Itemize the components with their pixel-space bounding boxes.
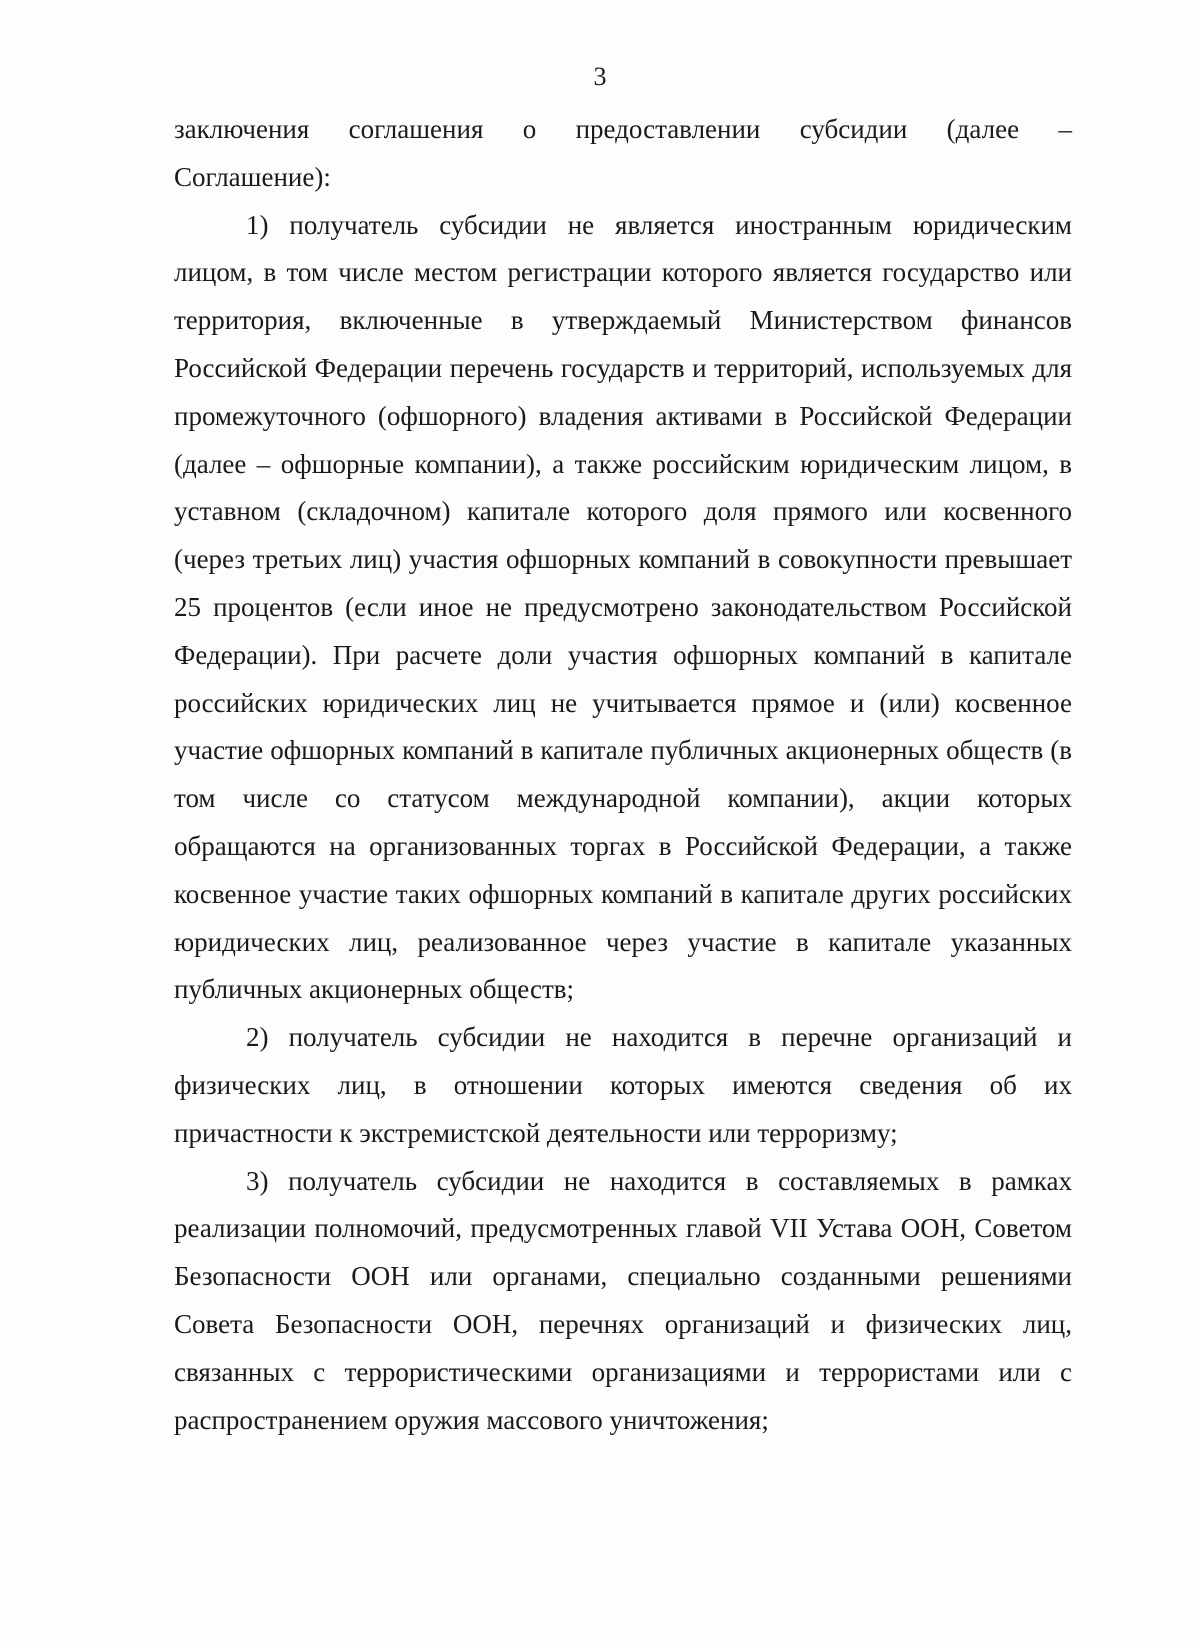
intro-word: – (1058, 114, 1072, 144)
intro-word: о (522, 114, 537, 144)
paragraph-item-2: 2) получатель субсидии не находится в перечне организаций и физических лиц, в отношении которых имеются сведения об их причастности к экстремистской деятельности или терроризму; (174, 1022, 1072, 1148)
paragraph-item-1: 1) получатель субсидии не является иностранным юридическим лицом, в том числе местом регистрации которого является государство или территория, включенные в утверждаемый Министерством финансов Российской Федерации перечень государств и территорий, используемых для промежуточного (офшорного) владения активами в Российской Федерации (далее – офшорные компании), а также российским юридическим лицом, в уставном (складочном) капитале которого доля прямого или косвенного (через третьих лиц) участия офшорных компаний в совокупности превышает 25 процентов (если иное не предусмотрено законодательством Российской Федерации). При расчете доли участия офшорных компаний в капитале российских юридических лиц не учитывается прямое и (или) косвенное участие офшорных компаний в капитале публичных акционерных обществ (в том числе со статусом международной компании), акции которых обращаются на организованных торгах в Российской Федерации, а также косвенное участие таких офшорных компаний в капитале других российских юридических лиц, реализованное через участие в капитале указанных публичных акционерных обществ; (174, 209, 1072, 1005)
page-number: 3 (593, 62, 607, 91)
intro-word: заключения (174, 114, 310, 144)
intro-word: (далее (946, 114, 1020, 144)
intro-line-1 (174, 106, 1072, 154)
intro-word: соглашения (348, 114, 484, 144)
intro-word: субсидии (799, 114, 908, 144)
intro-word: предоставлении (575, 114, 761, 144)
document-body (174, 106, 1072, 1444)
intro-paragraph (174, 106, 1072, 202)
paragraph-item-3: 3) получатель субсидии не находится в составляемых в рамках реализации полномочий, предусмотренных главой VII Устава ООН, Советом Безопасности ООН или органами, специально созданными решениями Совета Безопасности ООН, перечнях организаций и физических лиц, связанных с террористическими организациями и террористами или с распространением оружия массового уничтожения; (174, 1165, 1072, 1435)
intro-line-2: Соглашение): (174, 161, 331, 192)
